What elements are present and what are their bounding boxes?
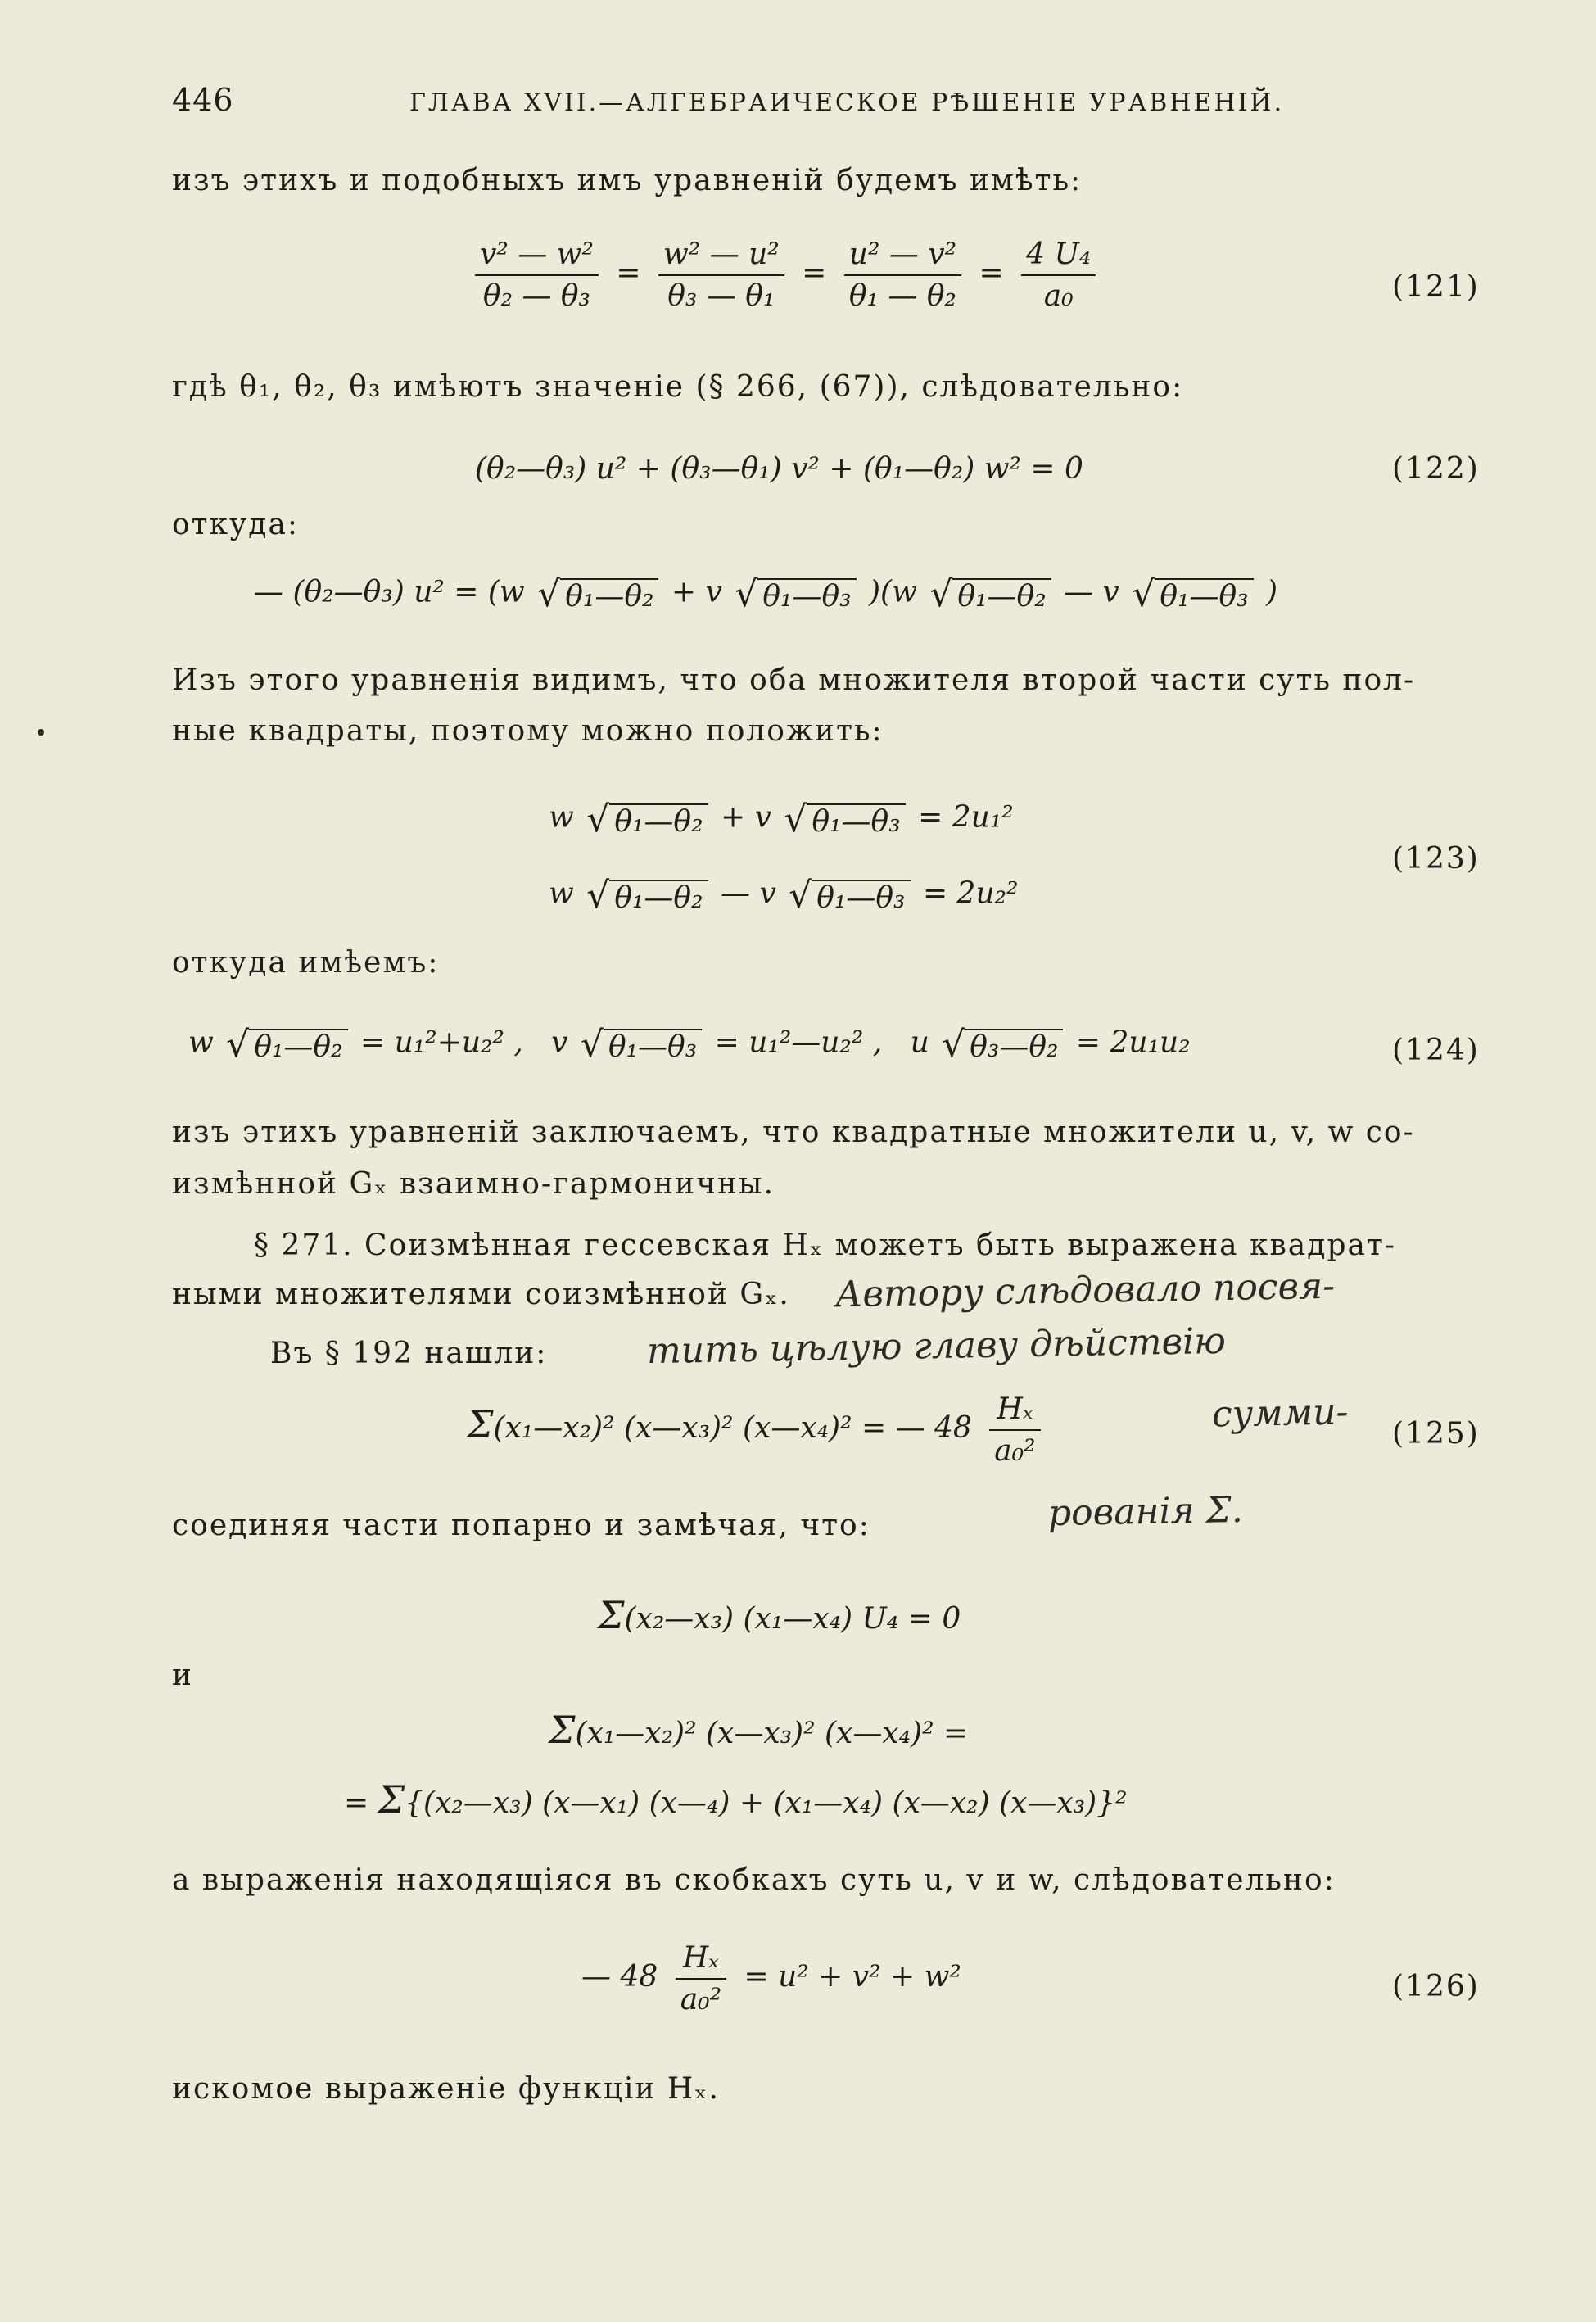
section-heading-line: § 271. Соизмѣнная гессевская Hₓ можетъ быть выражена квадрат- [254,1229,1397,1262]
sum-square-equation: Σ(x₁—x₂)² (x—x₃)² (x—x₄)² = [549,1708,969,1752]
radical: √ θ₁—θ₃ [581,1024,702,1066]
sigma-symbol: Σ [598,1593,625,1637]
sum-zero-equation: Σ(x₂—x₃) (x₁—x₄) U₄ = 0 [598,1593,961,1637]
equation-number-122: (122) [1392,452,1480,486]
section-192-line: Въ § 192 нашли: [270,1337,548,1370]
equation-122: (θ₂—θ₃) u² + (θ₃—θ₁) v² + (θ₁—θ₂) w² = 0 [475,452,1083,486]
handwritten-note-line: тить цѣлую главу дѣйствію [646,1319,1227,1373]
and-line: и [172,1659,193,1692]
equation-number-121: (121) [1392,270,1480,304]
soedinyaya-line: соединяя части попарно и замѣчая, что: [172,1509,870,1542]
radical: √ θ₁—θ₃ [784,799,905,840]
intro-line: изъ этихъ и подобныхъ имъ уравненій будемъ имѣть: [172,164,1083,197]
final-line: искомое выраженіе функціи Hₓ. [172,2072,720,2106]
theta-definition-line: гдѣ θ₁, θ₂, θ₃ имѣютъ значеніе (§ 266, (67)), слѣдовательно: [172,370,1184,404]
otkuda-line: откуда: [172,508,300,541]
handwritten-note-line: Автору слѣдовало посвя- [834,1265,1336,1316]
equation-number-126: (126) [1392,1970,1480,2003]
equation-124: w √ θ₁—θ₂ = u₁²+u₂² , v √ θ₁—θ₃ = u₁²—u₂² , u √ θ₃—θ₂ = 2u₁u₂ [188,1024,1191,1066]
equation-number-125: (125) [1392,1417,1480,1451]
handwritten-note-line: рованія Σ. [1047,1488,1244,1535]
radical: √ θ₁—θ₃ [735,573,856,615]
radical: √ θ₁—θ₃ [1132,573,1253,615]
radical: √ θ₁—θ₂ [586,875,708,917]
radical: √ θ₁—θ₂ [226,1024,347,1066]
section-heading-line: ными множителями соизмѣнной Gₓ. [172,1278,790,1311]
paragraph-line: ные квадраты, поэтому можно положить: [172,714,884,748]
chapter-title: ГЛАВА XVII.—АЛГЕБРАИЧЕСКОЕ РѢШЕНІЕ УРАВНЕНІЙ. [409,88,1285,117]
radical: √ θ₁—θ₂ [586,799,708,840]
sigma-symbol: Σ [378,1777,405,1822]
factorisation-equation: — (θ₂—θ₃) u² = (w √ θ₁—θ₂ + v √ θ₁—θ₃ )(w √ θ₁—θ₂ — v √ θ₁—θ₃ ) [254,573,1278,615]
paragraph-line: Изъ этого уравненія видимъ, что оба множителя второй части суть пол- [172,663,1416,697]
paragraph-line: измѣнной Gₓ взаимно-гармоничны. [172,1167,775,1201]
radical: √ θ₁—θ₂ [929,573,1051,615]
sigma-symbol: Σ [549,1708,576,1752]
radical: √ θ₃—θ₂ [942,1024,1063,1066]
equation-number-123: (123) [1392,842,1480,876]
radical: √ θ₁—θ₂ [537,573,658,615]
ink-speck [38,729,44,736]
equation-125: Σ(x₁—x₂)² (x—x₃)² (x—x₄)² = — 48 $\frac{\text{Hₓ}}{\text{a₀²}}$ [467,1392,1049,1468]
handwritten-note-line: сумми- [1211,1391,1349,1436]
equation-121: $\frac{\text{v² — w²}}{\text{θ₂ — θ₃}}$ = $\frac{\text{w² — u²}}{\text{θ₃ — θ₁}}$ = $\frac{\text{u² — v²}}{\text{θ₁ — θ₂}}$ = $\frac{\text{4 U₄}}{\text{a₀}}$ [467,238,1104,313]
sigma-symbol: Σ [467,1402,494,1446]
equation-123a: w √ θ₁—θ₂ + v √ θ₁—θ₃ = 2u₁² [549,799,1014,840]
equation-number-124: (124) [1392,1034,1480,1067]
sum-square-expansion: = Σ{(x₂—x₃) (x—x₁) (x—₄) + (x₁—x₄) (x—x₂) (x—x₃)}² [344,1777,1128,1822]
vyrazheniya-line: а выраженія находящіяся въ скобкахъ суть u, v и w, слѣдовательно: [172,1863,1336,1897]
equation-123b: w √ θ₁—θ₂ — v √ θ₁—θ₃ = 2u₂² [549,875,1019,917]
page-number: 446 [172,82,234,118]
running-head [172,82,1474,131]
radical: √ θ₁—θ₃ [789,875,910,917]
equation-126: — 48 $\frac{\text{Hₓ}}{\text{a₀²}}$ = u² + v² + w² [581,1941,961,2016]
otkuda-imeem-line: откуда имѣемъ: [172,946,440,980]
paragraph-line: изъ этихъ уравненій заключаемъ, что квадратные множители u, v, w со- [172,1116,1415,1149]
